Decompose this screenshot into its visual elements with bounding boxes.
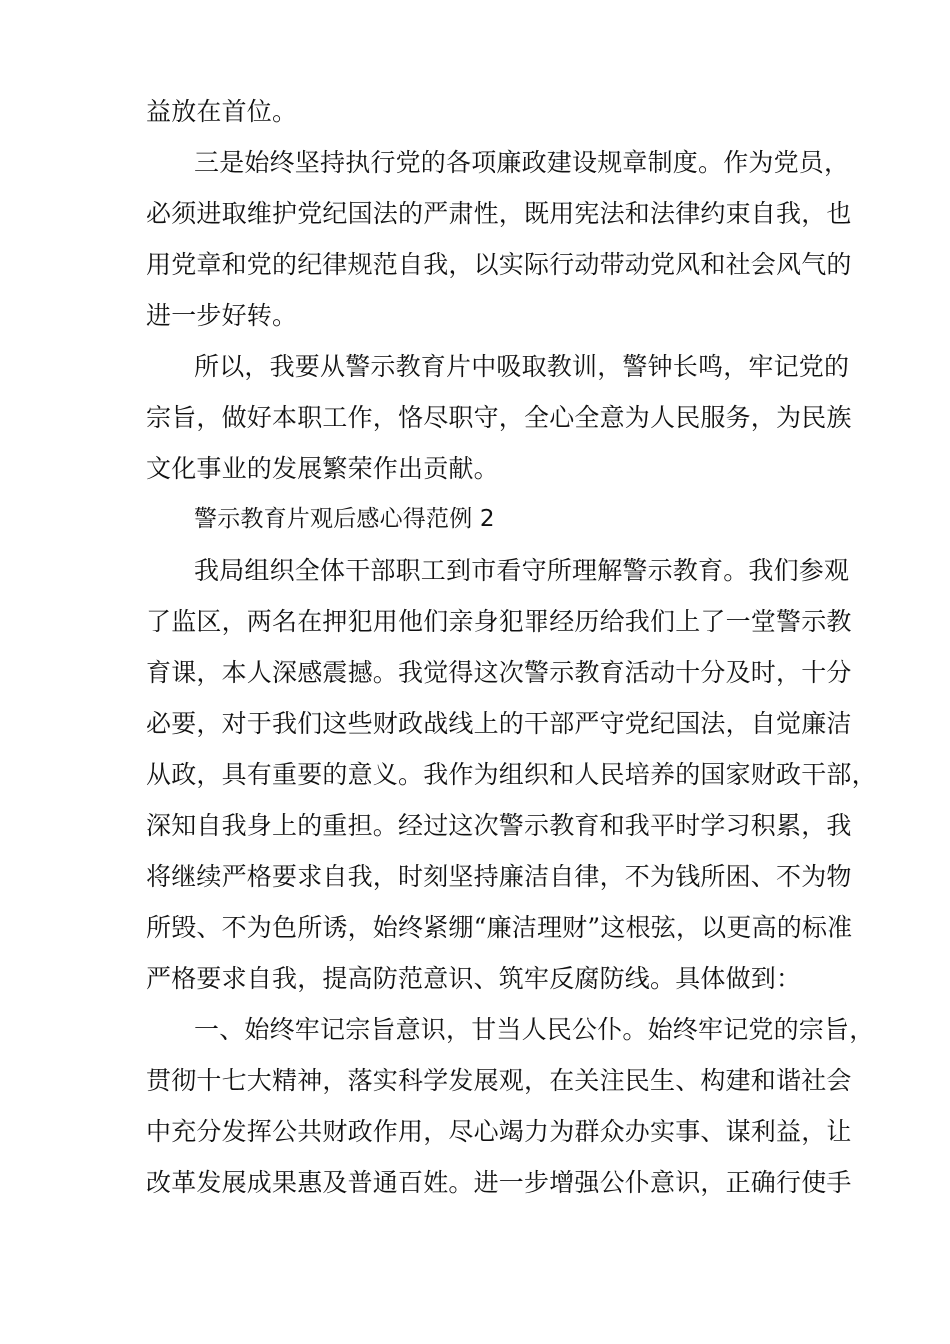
text-line: 育课，本人深感震撼。我觉得这次警示教育活动十分及时，十分 (146, 658, 852, 687)
text-line: 用党章和党的纪律规范自我，以实际行动带动党风和社会风气的 (146, 250, 852, 279)
text-line: 文化事业的发展繁荣作出贡献。 (146, 454, 499, 483)
document-page (146, 86, 877, 1208)
text-line: 宗旨，做好本职工作，恪尽职守，全心全意为人民服务，为民族 (146, 403, 852, 432)
text-line: 所以，我要从警示教育片中吸取教训，警钟长鸣，牢记党的 (194, 352, 850, 381)
text-line: 所毁、不为色所诱，始终紧绷“廉洁理财”这根弦，以更高的标准 (146, 913, 853, 942)
text-line: 中充分发挥公共财政作用，尽心竭力为群众办实事、谋利益，让 (146, 1117, 852, 1146)
text-line: 必要，对于我们这些财政战线上的干部严守党纪国法，自觉廉洁 (146, 709, 852, 738)
paragraph-point-three (146, 137, 852, 341)
paragraph-intro-example-2 (146, 545, 877, 1004)
text-line: 益放在首位。 (146, 97, 298, 126)
text-line: 贯彻十七大精神，落实科学发展观，在关注民生、构建和谐社会 (146, 1066, 852, 1095)
text-line: 进一步好转。 (146, 301, 298, 330)
paragraph-conclusion (146, 341, 852, 494)
paragraph-continuation (146, 86, 816, 137)
text-line: 从政，具有重要的意义。我作为组织和人民培养的国家财政干部， (146, 760, 877, 789)
text-line: 了监区，两名在押犯用他们亲身犯罪经历给我们上了一堂警示教 (146, 607, 852, 636)
section-title: 警示教育片观后感心得范例 2 (194, 506, 495, 532)
text-line: 必须进取维护党纪国法的严肃性，既用宪法和法律约束自我，也 (146, 199, 852, 228)
text-line: 严格要求自我，提高防范意识、筑牢反腐防线。具体做到： (146, 964, 802, 993)
text-line: 深知自我身上的重担。经过这次警示教育和我平时学习积累，我 (146, 811, 852, 840)
text-line: 三是始终坚持执行党的各项廉政建设规章制度。作为党员， (194, 148, 850, 177)
paragraph-point-one (146, 1004, 875, 1208)
text-line: 一、始终牢记宗旨意识，甘当人民公仆。始终牢记党的宗旨， (194, 1015, 875, 1044)
text-line: 我局组织全体干部职工到市看守所理解警示教育。我们参观 (194, 556, 850, 585)
section-heading (146, 494, 816, 545)
text-line: 改革发展成果惠及普通百姓。进一步增强公仆意识，正确行使手 (146, 1168, 852, 1197)
text-line: 将继续严格要求自我，时刻坚持廉洁自律，不为钱所困、不为物 (146, 862, 852, 891)
